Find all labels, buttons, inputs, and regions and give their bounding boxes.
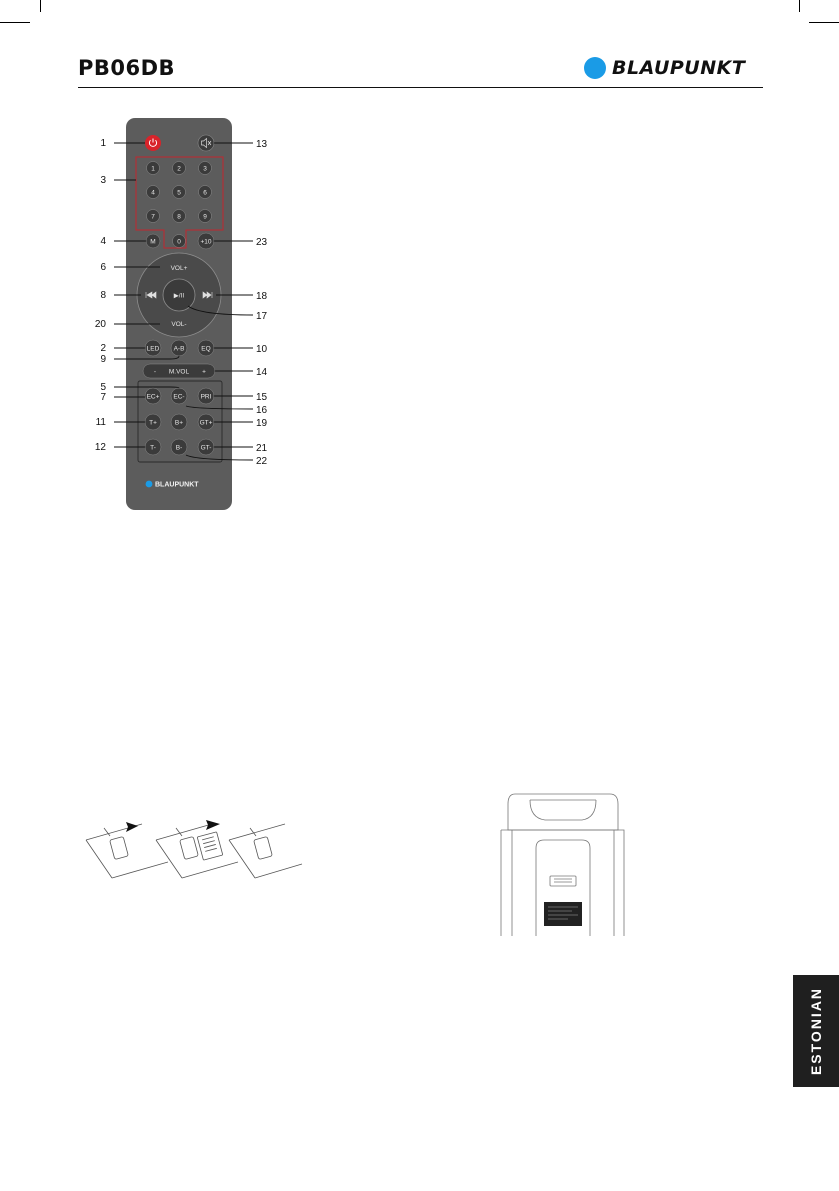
mvol-minus-label: -: [153, 368, 157, 376]
callout-15: 15: [256, 392, 268, 403]
callout-21: 21: [256, 443, 268, 454]
led-button-label: LED: [146, 345, 160, 353]
mvol-label: M.VOL: [168, 368, 190, 376]
remote-brand: BLAUPUNKT: [155, 481, 199, 489]
digit-4: 4: [151, 189, 155, 197]
speaker-rear-diagram: [500, 790, 625, 936]
rating-label: [544, 902, 582, 926]
zero-button-label: 0: [177, 238, 181, 246]
vol-minus-label: VOL-: [171, 321, 187, 328]
power-button: [145, 135, 161, 151]
tplus-button-label: T+: [149, 419, 157, 427]
mvol-plus-label: +: [202, 368, 206, 376]
digit-7: 7: [151, 213, 155, 221]
language-tab: [793, 975, 839, 1087]
callout-12: 12: [94, 442, 106, 453]
mute-button: [198, 135, 214, 151]
language-tab-label: ESTONIAN: [808, 986, 824, 1076]
callout-10: 10: [256, 344, 268, 355]
digit-2: 2: [177, 165, 181, 173]
digit-1: 1: [151, 165, 155, 173]
callout-6: 6: [100, 262, 106, 273]
pri-button-label: PRI: [200, 393, 212, 401]
brand-name: BLAUPUNKT: [612, 57, 746, 79]
page-title: PB06DB: [78, 56, 176, 80]
bminus-button-label: B-: [175, 444, 183, 452]
callout-19: 19: [256, 418, 268, 429]
digit-8: 8: [177, 213, 181, 221]
callout-20: 20: [94, 319, 106, 330]
digit-6: 6: [203, 189, 207, 197]
ecplus-button-label: EC+: [146, 393, 160, 401]
callout-2: 2: [100, 343, 106, 354]
callout-18: 18: [256, 291, 268, 302]
ecminus-button-label: EC-: [173, 393, 185, 401]
callout-7: 7: [100, 392, 106, 403]
tminus-button-label: T-: [150, 444, 156, 452]
battery-install-diagram: [84, 812, 304, 892]
gtminus-button-label: GT-: [200, 444, 212, 452]
digit-9: 9: [203, 213, 207, 221]
callout-5: 5: [100, 382, 106, 393]
digit-3: 3: [203, 165, 207, 173]
callout-16: 16: [256, 405, 268, 416]
gtplus-button-label: GT+: [199, 419, 213, 427]
plus10-button-label: +10: [200, 238, 212, 246]
play-pause-label: ▶/II: [173, 292, 185, 300]
callout-13: 13: [256, 139, 268, 150]
ab-button-label: A-B: [173, 345, 185, 353]
callout-4: 4: [100, 236, 106, 247]
digit-5: 5: [177, 189, 181, 197]
vol-plus-label: VOL+: [170, 265, 188, 272]
callout-17: 17: [256, 311, 268, 322]
callout-3: 3: [100, 175, 106, 186]
remote-brand-dot-icon: [146, 481, 153, 488]
callout-9: 9: [100, 354, 106, 365]
callout-8: 8: [100, 290, 106, 301]
remote-diagram: [0, 0, 839, 560]
m-button-label: M: [150, 238, 156, 246]
callout-23: 23: [256, 237, 268, 248]
callout-11: 11: [95, 417, 106, 428]
callout-1: 1: [100, 138, 106, 149]
eq-button-label: EQ: [201, 345, 211, 353]
callout-14: 14: [256, 367, 268, 378]
callout-22: 22: [256, 456, 268, 467]
bplus-button-label: B+: [174, 419, 184, 427]
